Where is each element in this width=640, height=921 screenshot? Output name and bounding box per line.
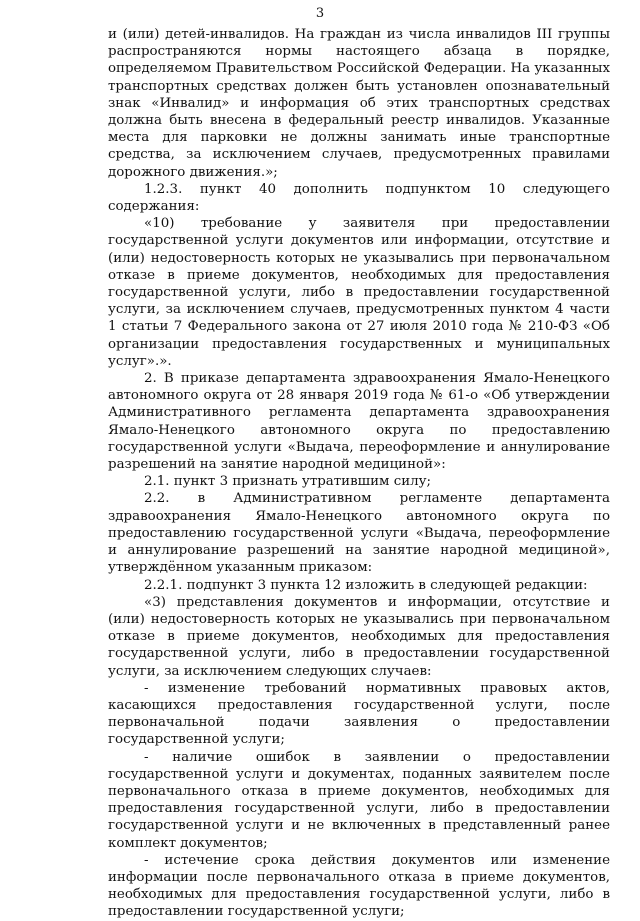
list-item-errors: - наличие ошибок в заявлении о предоставлении государственной услуги и документах, поданных заявителем после первоначального отказа в приеме документов, необходимых для предоставления государственной услуги, либо в предоставлении государственной услуги и не включенных в представленный ранее комплект документов; xyxy=(108,749,610,851)
paragraph-2-2-1: 2.2.1. подпункт 3 пункта 12 изложить в следующей редакции: xyxy=(144,577,588,593)
paragraph-2-2: 2.2. в Административном регламенте департамента здравоохранения Ямало-Ненецкого автономного округа по предоставлению государственной услуги «Выдача, переоформление и аннулирование разрешений на занятие народной медициной», утверждённом указанным приказом: xyxy=(108,491,610,576)
document-body xyxy=(108,26,610,921)
paragraph-continuation: и (или) детей-инвалидов. На граждан из числа инвалидов III группы распространяются нормы настоящего абзаца в порядке, определяемом Правительством Российской Федерации. На указанных транспортных средствах должен быть установлен опознавательный знак «Инвалид» и информация об этих транспортных средствах должна быть внесена в федеральный реестр инвалидов. Указанные места для парковки не должны занимать иные транспортные средства, за исключением случаев, предусмотренных правилами дорожного движения.»; xyxy=(108,27,610,180)
paragraph-quote-10: «10) требование у заявителя при предоставлении государственной услуги документов или информации, отсутствие и (или) недостоверность которых не указывались при первоначальном отказе в приеме документов, необходимых для предоставления государственной услуги, либо в предоставлении государственной услуги, за исключением случаев, предусмотренных пунктом 4 части 1 статьи 7 Федерального закона от 27 июля 2010 года № 210-ФЗ «Об организации предоставления государственных и муниципальных услуг».». xyxy=(108,216,610,369)
paragraph-2: 2. В приказе департамента здравоохранения Ямало-Ненецкого автономного округа от 28 января 2019 года № 61-о «Об утверждении Административного регламента департамента здравоохранения Ямало-Ненецкого автономного округа по предоставлению государственной услуги «Выдача, переоформление и аннулирование разрешений на занятие народной медициной»: xyxy=(108,371,610,473)
page-number: 3 xyxy=(315,6,325,21)
paragraph-1-2-3: 1.2.3. пункт 40 дополнить подпунктом 10 следующего содержания: xyxy=(108,181,610,215)
paragraph-quote-3: «3) представления документов и информации, отсутствие и (или) недостоверность которых не указывались при первоначальном отказе в приеме документов, необходимых для предоставления государственной услуги, либо в предоставлении государственной услуги, за исключением следующих случаев: xyxy=(108,594,610,679)
list-item-expiry: - истечение срока действия документов или изменение информации после первоначального отказа в приеме документов, необходимых для предоставления государственной услуги, либо в предоставлении государственной услуги; xyxy=(108,852,610,920)
list-item-requirements-change: - изменение требований нормативных правовых актов, касающихся предоставления государственной услуги, после первоначальной подачи заявления о предоставлении государственной услуги; xyxy=(108,680,610,748)
paragraph-2-1: 2.1. пункт 3 признать утратившим силу; xyxy=(144,474,432,490)
